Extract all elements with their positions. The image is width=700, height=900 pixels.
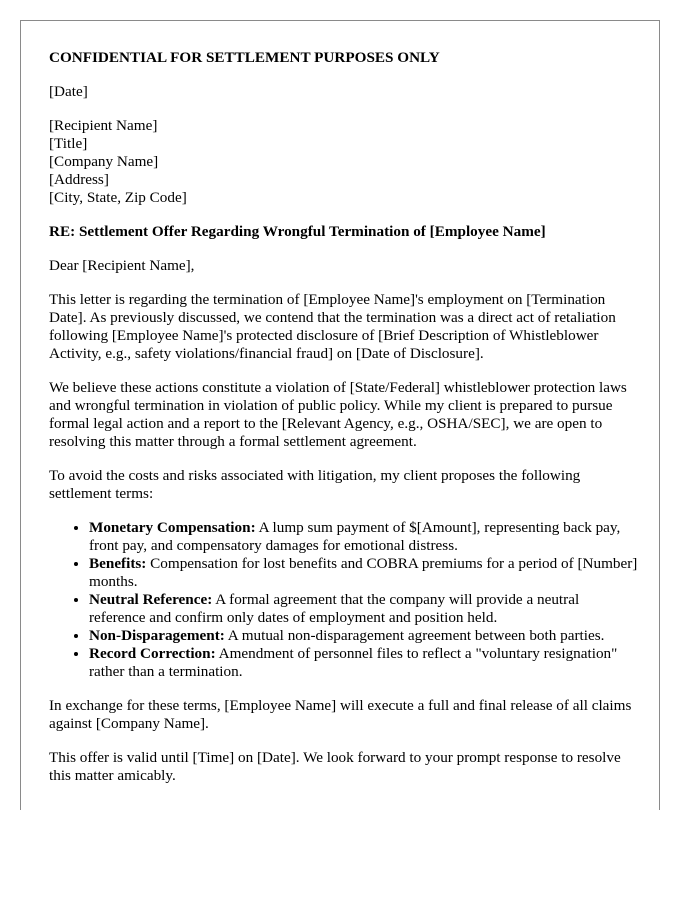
term-label: Record Correction: xyxy=(89,645,216,662)
letter-date: [Date] xyxy=(49,83,88,100)
recipient-name: [Recipient Name] xyxy=(49,117,158,134)
term-record-correction xyxy=(89,645,639,681)
term-non-disparagement xyxy=(89,627,639,645)
paragraph-termination: This letter is regarding the termination of [Employee Name]'s employment on [Termination Date]. As previously discussed, we contend that the termination was a direct act of retaliation following [Employee Name]'s protected disclosure of [Brief Description of Whistleblower Activity, e.g., safety violations/financial fraud] on [Date of Disclosure]. xyxy=(49,291,616,362)
salutation: Dear [Recipient Name], xyxy=(49,257,195,274)
recipient-address: [Address] xyxy=(49,171,109,188)
term-text: A formal agreement that the company will provide a neutral reference and confirm only dates of employment and position held. xyxy=(89,591,580,626)
settlement-terms-list xyxy=(49,519,639,681)
letter-page xyxy=(20,20,660,810)
term-monetary-compensation xyxy=(89,519,639,555)
term-text: A lump sum payment of $[Amount], representing back pay, front pay, and compensatory damages for emotional distress. xyxy=(89,519,621,554)
term-label: Benefits: xyxy=(89,555,147,572)
paragraph-validity: This offer is valid until [Time] on [Date]. We look forward to your prompt response to resolve this matter amicably. xyxy=(49,749,621,784)
term-label: Non-Disparagement: xyxy=(89,627,225,644)
confidential-heading: CONFIDENTIAL FOR SETTLEMENT PURPOSES ONLY xyxy=(49,49,440,66)
paragraph-violation: We believe these actions constitute a violation of [State/Federal] whistleblower protection laws and wrongful termination in violation of public policy. While my client is prepared to pursue formal legal action and a report to the [Relevant Agency, e.g., OSHA/SEC], we are open to resolving this matter through a formal settlement agreement. xyxy=(49,379,627,450)
paragraph-release: In exchange for these terms, [Employee Name] will execute a full and final release of all claims against [Company Name]. xyxy=(49,697,632,732)
term-text: A mutual non-disparagement agreement between both parties. xyxy=(224,627,605,644)
recipient-city-state-zip: [City, State, Zip Code] xyxy=(49,189,187,206)
term-text: Amendment of personnel files to reflect a "voluntary resignation" rather than a termination. xyxy=(89,645,618,680)
paragraph-proposal: To avoid the costs and risks associated with litigation, my client proposes the following settlement terms: xyxy=(49,467,581,502)
term-neutral-reference xyxy=(89,591,639,627)
term-label: Monetary Compensation: xyxy=(89,519,256,536)
term-text: Compensation for lost benefits and COBRA premiums for a period of [Number] months. xyxy=(89,555,638,590)
term-label: Neutral Reference: xyxy=(89,591,213,608)
term-benefits xyxy=(89,555,639,591)
recipient-title: [Title] xyxy=(49,135,88,152)
recipient-company: [Company Name] xyxy=(49,153,159,170)
subject-line: RE: Settlement Offer Regarding Wrongful Termination of [Employee Name] xyxy=(49,223,546,240)
letter-content xyxy=(49,49,639,801)
recipient-block xyxy=(49,117,639,207)
